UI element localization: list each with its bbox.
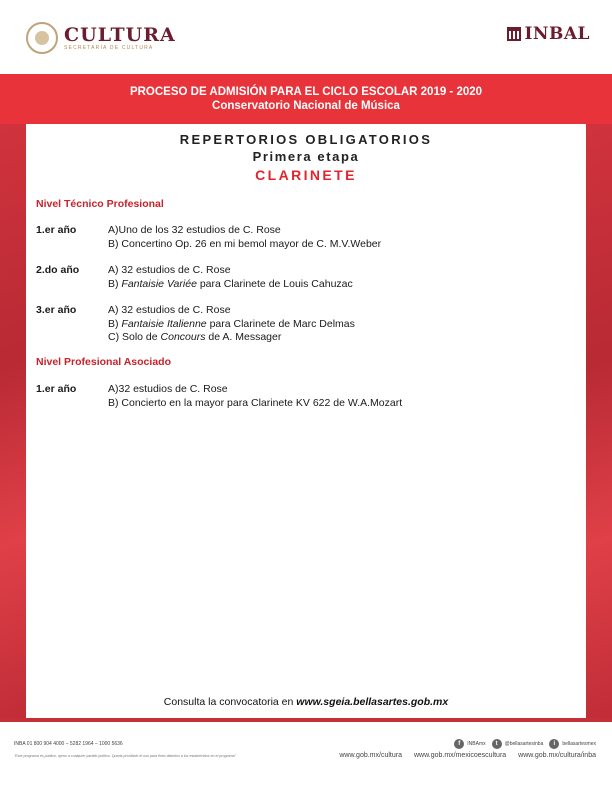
repertoire-item: A) 32 estudios de C. Rose bbox=[108, 264, 231, 276]
page-subtitle: Primera etapa bbox=[252, 149, 360, 164]
cultura-logo bbox=[26, 22, 176, 54]
repertoire-item: B) Concertino Op. 26 en mi bemol mayor de C. M.V.Weber bbox=[108, 237, 382, 250]
banner-title: PROCESO DE ADMISIÓN PARA EL CICLO ESCOLAR 2019 - 2020 bbox=[129, 86, 483, 98]
footer bbox=[0, 722, 612, 792]
legal-disclaimer: "Este programa es público, ajeno a cualquier partido político. Queda prohibido el uso para fines distintos a los establecidos en el programa" bbox=[14, 754, 236, 758]
contact-phones: INBA 01 800 904 4000 – 5282 1964 – 1000 5636 bbox=[14, 741, 123, 747]
social-label: bellasartesmex bbox=[562, 741, 596, 747]
repertoire-item: B) Fantaisie Variée para Clarinete de Louis Cahuzac bbox=[108, 277, 353, 290]
social-label: INBAmx bbox=[467, 741, 486, 747]
top-header bbox=[0, 0, 612, 74]
decorative-side-right bbox=[586, 124, 612, 718]
social-links bbox=[454, 739, 596, 749]
repertoire-item: A) 32 estudios de C. Rose bbox=[108, 304, 231, 316]
repertoire-item: A)32 estudios de C. Rose bbox=[108, 383, 228, 395]
decorative-side-left bbox=[0, 124, 26, 718]
section-heading-tecnico: Nivel Técnico Profesional bbox=[36, 198, 164, 210]
document-body bbox=[26, 124, 586, 718]
bellas-artes-building-icon bbox=[507, 27, 521, 41]
social-instagram[interactable] bbox=[549, 739, 596, 749]
year-label: 2.do año bbox=[36, 264, 80, 276]
footer-link-cultura[interactable]: www.gob.mx/cultura bbox=[339, 752, 402, 759]
year-label: 1.er año bbox=[36, 224, 77, 236]
consulta-line bbox=[26, 696, 586, 708]
repertoire-item: B) Concierto en la mayor para Clarinete KV 622 de W.A.Mozart bbox=[108, 396, 403, 409]
twitter-icon: t bbox=[492, 739, 502, 749]
footer-link-inba[interactable]: www.gob.mx/cultura/inba bbox=[518, 752, 596, 759]
inbal-logo bbox=[507, 24, 590, 44]
mexico-seal-icon bbox=[26, 22, 58, 54]
banner-subtitle: Conservatorio Nacional de Música bbox=[212, 100, 400, 112]
consulta-text: Consulta la convocatoria en bbox=[163, 696, 297, 708]
facebook-icon: f bbox=[454, 739, 464, 749]
instrument-title: CLARINETE bbox=[255, 167, 357, 183]
year-label: 3.er año bbox=[36, 304, 77, 316]
footer-link-mexicoescultura[interactable]: www.gob.mx/mexicoescultura bbox=[413, 752, 507, 759]
year-label: 1.er año bbox=[36, 383, 77, 395]
admission-banner bbox=[0, 74, 612, 124]
cultura-wordmark: CULTURA bbox=[64, 23, 176, 46]
convocatoria-link[interactable]: www.sgeia.bellasartes.gob.mx bbox=[296, 696, 449, 708]
footer-links bbox=[339, 752, 596, 759]
cultura-subtitle: SECRETARÍA DE CULTURA bbox=[64, 44, 154, 51]
repertoire-item: A)Uno de los 32 estudios de C. Rose bbox=[108, 224, 281, 236]
instagram-icon: i bbox=[549, 739, 559, 749]
social-twitter[interactable] bbox=[492, 739, 544, 749]
repertoire-item: B) Fantaisie Italienne para Clarinete de Marc Delmas bbox=[108, 317, 355, 330]
inbal-wordmark: INBAL bbox=[524, 24, 590, 44]
section-heading-asociado: Nivel Profesional Asociado bbox=[36, 356, 171, 368]
repertoire-item: C) Solo de Concours de A. Messager bbox=[108, 331, 282, 343]
social-facebook[interactable] bbox=[454, 739, 485, 749]
social-label: @bellasartesinba bbox=[504, 741, 544, 747]
page-title: REPERTORIOS OBLIGATORIOS bbox=[179, 132, 433, 147]
